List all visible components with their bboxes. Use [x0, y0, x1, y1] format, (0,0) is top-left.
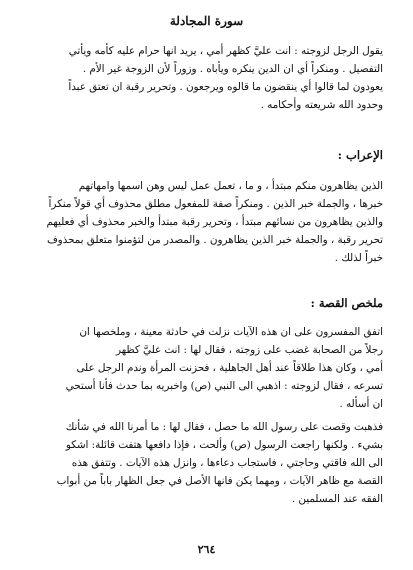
text-line: يقول الرجل لزوجته : انت عليَّ كظهر أمي ، يريد انها حرام عليه كأمه ويأتي	[68, 45, 383, 57]
story-paragraph	[26, 323, 383, 413]
page-number: ٢٦٤	[197, 543, 216, 556]
text-line: بشيء . ولكنها راجعت الرسول (ص) وألحت ، فإذا دافعها هتفت قائلة: اشكو	[65, 439, 383, 451]
text-line: رجلاً من الصحابة غضب على زوجته ، فقال لها : انت عليَّ كظهر	[115, 344, 383, 356]
intro-paragraph	[26, 42, 383, 114]
text-line: الفقه عند المسلمين .	[291, 493, 383, 505]
text-line: الى الله فاقتي وحاجتي ، فاستجاب دعاءها ، وانزل هذه الآيات . وتتفق هذه	[71, 457, 383, 469]
text-line: وحدود الله شريعته وأحكامه .	[260, 99, 383, 111]
text-line: القصة مع ظاهر الآيات ، ومهما يكن فانها الأصل في جعل الظهار باباً من أبواب	[56, 475, 383, 487]
text-line: ان أسأله .	[339, 398, 383, 410]
text-line: الذين يظاهرون منكم مبتدأ ، و ما ، تعمل عمل ليس وهن اسمها وامهاتهم	[78, 180, 383, 192]
text-line: فذهبت وقصت على رسول الله ما حصل ، فقال لها : ما أمرنا الله في شأنك	[65, 421, 383, 433]
text-line: خبراً لذلك .	[334, 252, 383, 264]
text-line: تسرعه ، فقال لزوجته : اذهبي الى النبي (ص) واخبريه بما حدث فأنا أستحي	[65, 380, 383, 392]
text-line: تحرير رقبة ، والجملة خبر الذين يظاهرون . والمصدر من لتؤمنوا متعلق بمحذوف	[46, 234, 383, 246]
text-line: التفصيل . ومنكراً أي ان الدين ينكره ويأباه . وزوراً لأن الزوجة غير الأم .	[82, 63, 383, 75]
text-line: أمي ، وكان هذا طلاقاً عند أهل الجاهلية ، فحزنت المرأة وندم الرجل على	[76, 362, 383, 374]
running-header: سورة المجادلة	[169, 14, 244, 28]
irab-paragraph	[26, 177, 383, 267]
text-line: اتفق المفسرون على ان هذه الآيات نزلت في حادثة معينة ، وملخصها ان	[79, 326, 383, 338]
section-heading-story: ملخص القصة :	[310, 296, 383, 310]
text-line: خبرها ، والجملة خبر الذين . ومنكراً صفة للمفعول مطلق محذوف أي قولاً منكراً	[48, 198, 383, 210]
text-line: والذين يظاهرون من نسائهم مبتدأ ، وتحرير رقبة مبتدأ والخبر محذوف أي فعليهم	[46, 216, 383, 228]
section-heading-irab: الإعراب :	[337, 148, 383, 162]
story-paragraph-2	[26, 418, 383, 508]
text-line: يعودون لما قالوا أي ينقضون ما قالوه ويرجعون . وتحرير رقبة ان تعتق عبداً	[68, 81, 383, 93]
